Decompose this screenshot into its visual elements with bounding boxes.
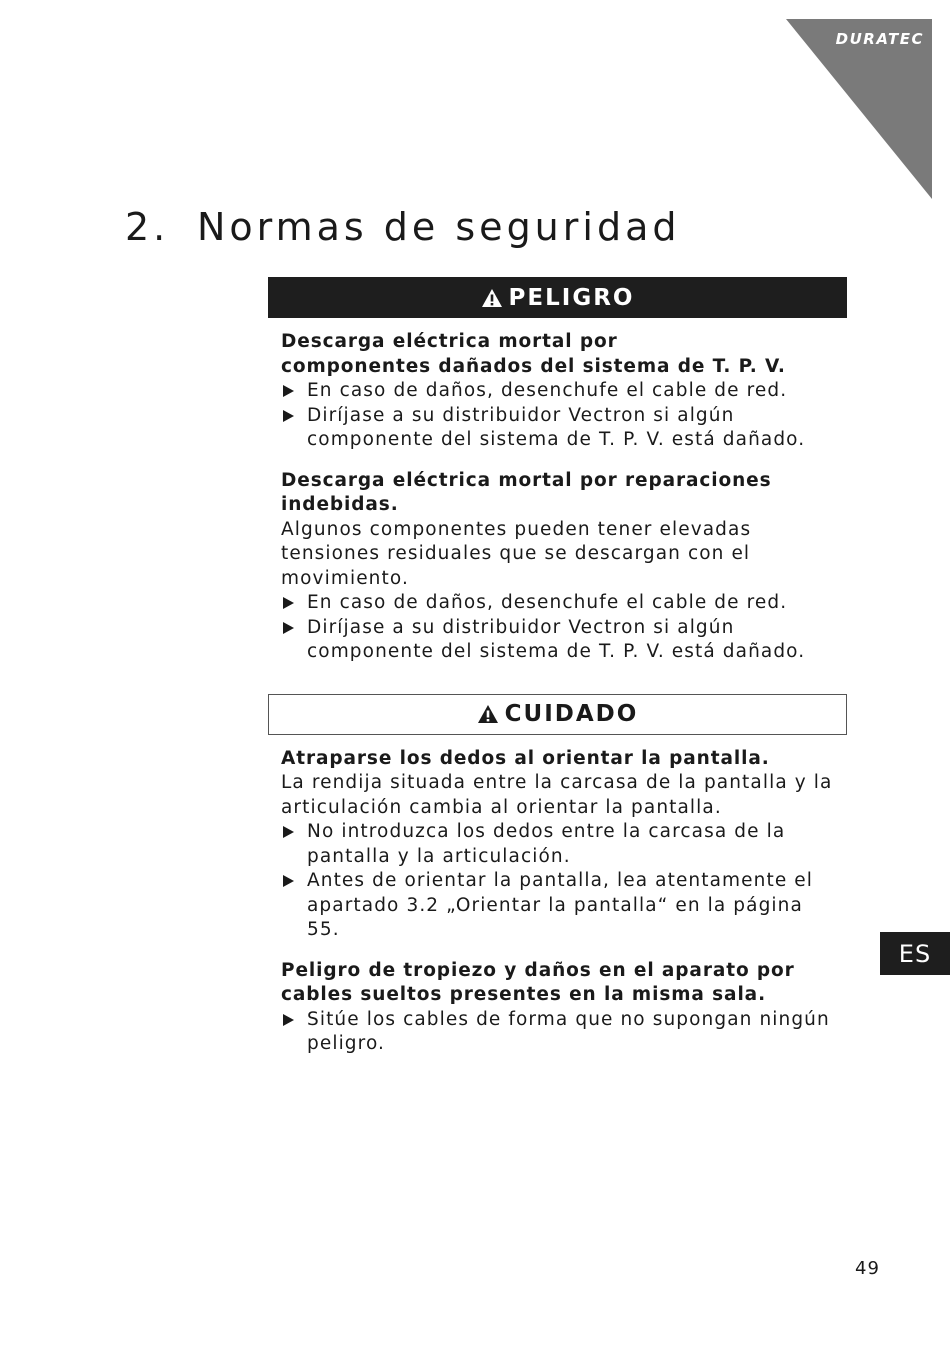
- instruction-step: [281, 1008, 847, 1057]
- step-arrow-icon: [283, 1014, 294, 1026]
- warning-heading-line: Descarga eléctrica mortal por: [281, 331, 618, 352]
- caution-banner: [268, 694, 847, 735]
- warning-heading-line: Descarga eléctrica mortal por reparaciones: [281, 469, 772, 491]
- warning-triangle-icon: [477, 704, 499, 724]
- instruction-text-line: pantalla y la articulación.: [307, 845, 571, 867]
- instruction-text-line: Antes de orientar la pantalla, lea atentamente el: [307, 870, 814, 891]
- warning-heading-line: componentes dañados del sistema de T. P. V.: [281, 355, 786, 377]
- page-number: 49: [855, 1258, 880, 1279]
- instruction-text-line: En caso de daños, desenchufe el cable de red.: [307, 592, 788, 613]
- page-title: [125, 205, 680, 249]
- instruction-step: [281, 404, 847, 453]
- language-tab: ES: [880, 932, 950, 975]
- step-arrow-icon: [283, 875, 294, 887]
- warning-heading-line: cables sueltos presentes en la misma sala.: [281, 984, 766, 1005]
- step-arrow-icon: [283, 597, 294, 609]
- instruction-text-line: Sitúe los cables de forma que no supongan ningún: [307, 1008, 830, 1030]
- instruction-step: [281, 379, 847, 404]
- warning-block: [268, 959, 847, 1057]
- warning-text-line: La rendija situada entre la carcasa de la pantalla y la: [281, 772, 833, 793]
- instruction-text-line: Diríjase a su distribuidor Vectron si algún: [307, 616, 735, 638]
- corner-triangle: [0, 0, 950, 220]
- warning-text-line: movimiento.: [281, 567, 409, 589]
- warning-heading-line: Peligro de tropiezo y daños en el aparato por: [281, 959, 795, 981]
- corner-decoration: [0, 0, 950, 220]
- step-arrow-icon: [283, 410, 294, 422]
- warning-text-line: Algunos componentes pueden tener elevadas: [281, 518, 752, 540]
- instruction-text-line: Diríjase a su distribuidor Vectron si algún: [307, 404, 735, 426]
- step-arrow-icon: [283, 385, 294, 397]
- instruction-step: [281, 616, 847, 665]
- warning-block: [268, 469, 847, 665]
- warning-text-line: articulación cambia al orientar la pantalla.: [281, 796, 722, 818]
- step-arrow-icon: [283, 622, 294, 634]
- instruction-step: [281, 820, 847, 869]
- step-arrow-icon: [283, 826, 294, 838]
- banner-label: PELIGRO: [508, 284, 635, 311]
- warning-section-caution: [268, 694, 847, 1057]
- instruction-text-line: peligro.: [307, 1033, 386, 1054]
- danger-banner: [268, 277, 847, 318]
- instruction-text-line: No introduzca los dedos entre la carcasa de la: [307, 821, 786, 842]
- warning-block: [268, 330, 847, 453]
- instruction-text-line: 55.: [307, 919, 340, 940]
- instruction-text-line: En caso de daños, desenchufe el cable de red.: [307, 380, 788, 401]
- instruction-text-line: componente del sistema de T. P. V. está dañado.: [307, 641, 806, 662]
- warning-triangle-icon: [481, 288, 503, 308]
- safety-content: [268, 277, 847, 1057]
- instruction-text-line: componente del sistema de T. P. V. está dañado.: [307, 429, 806, 450]
- warning-heading-line: indebidas.: [281, 494, 399, 515]
- warning-section-danger: [268, 277, 847, 665]
- warning-block: [268, 747, 847, 943]
- warning-text-line: tensiones residuales que se descargan con el: [281, 543, 751, 564]
- brand-logo: DURATEC: [835, 30, 924, 48]
- instruction-text-line: apartado 3.2 „Orientar la pantalla“ en la página: [307, 894, 803, 916]
- section-title: Normas de seguridad: [197, 205, 681, 249]
- warning-heading-line: Atraparse los dedos al orientar la pantalla.: [281, 747, 770, 769]
- instruction-step: [281, 591, 847, 616]
- section-number: 2.: [125, 205, 170, 249]
- banner-label: CUIDADO: [504, 701, 639, 727]
- instruction-step: [281, 869, 847, 943]
